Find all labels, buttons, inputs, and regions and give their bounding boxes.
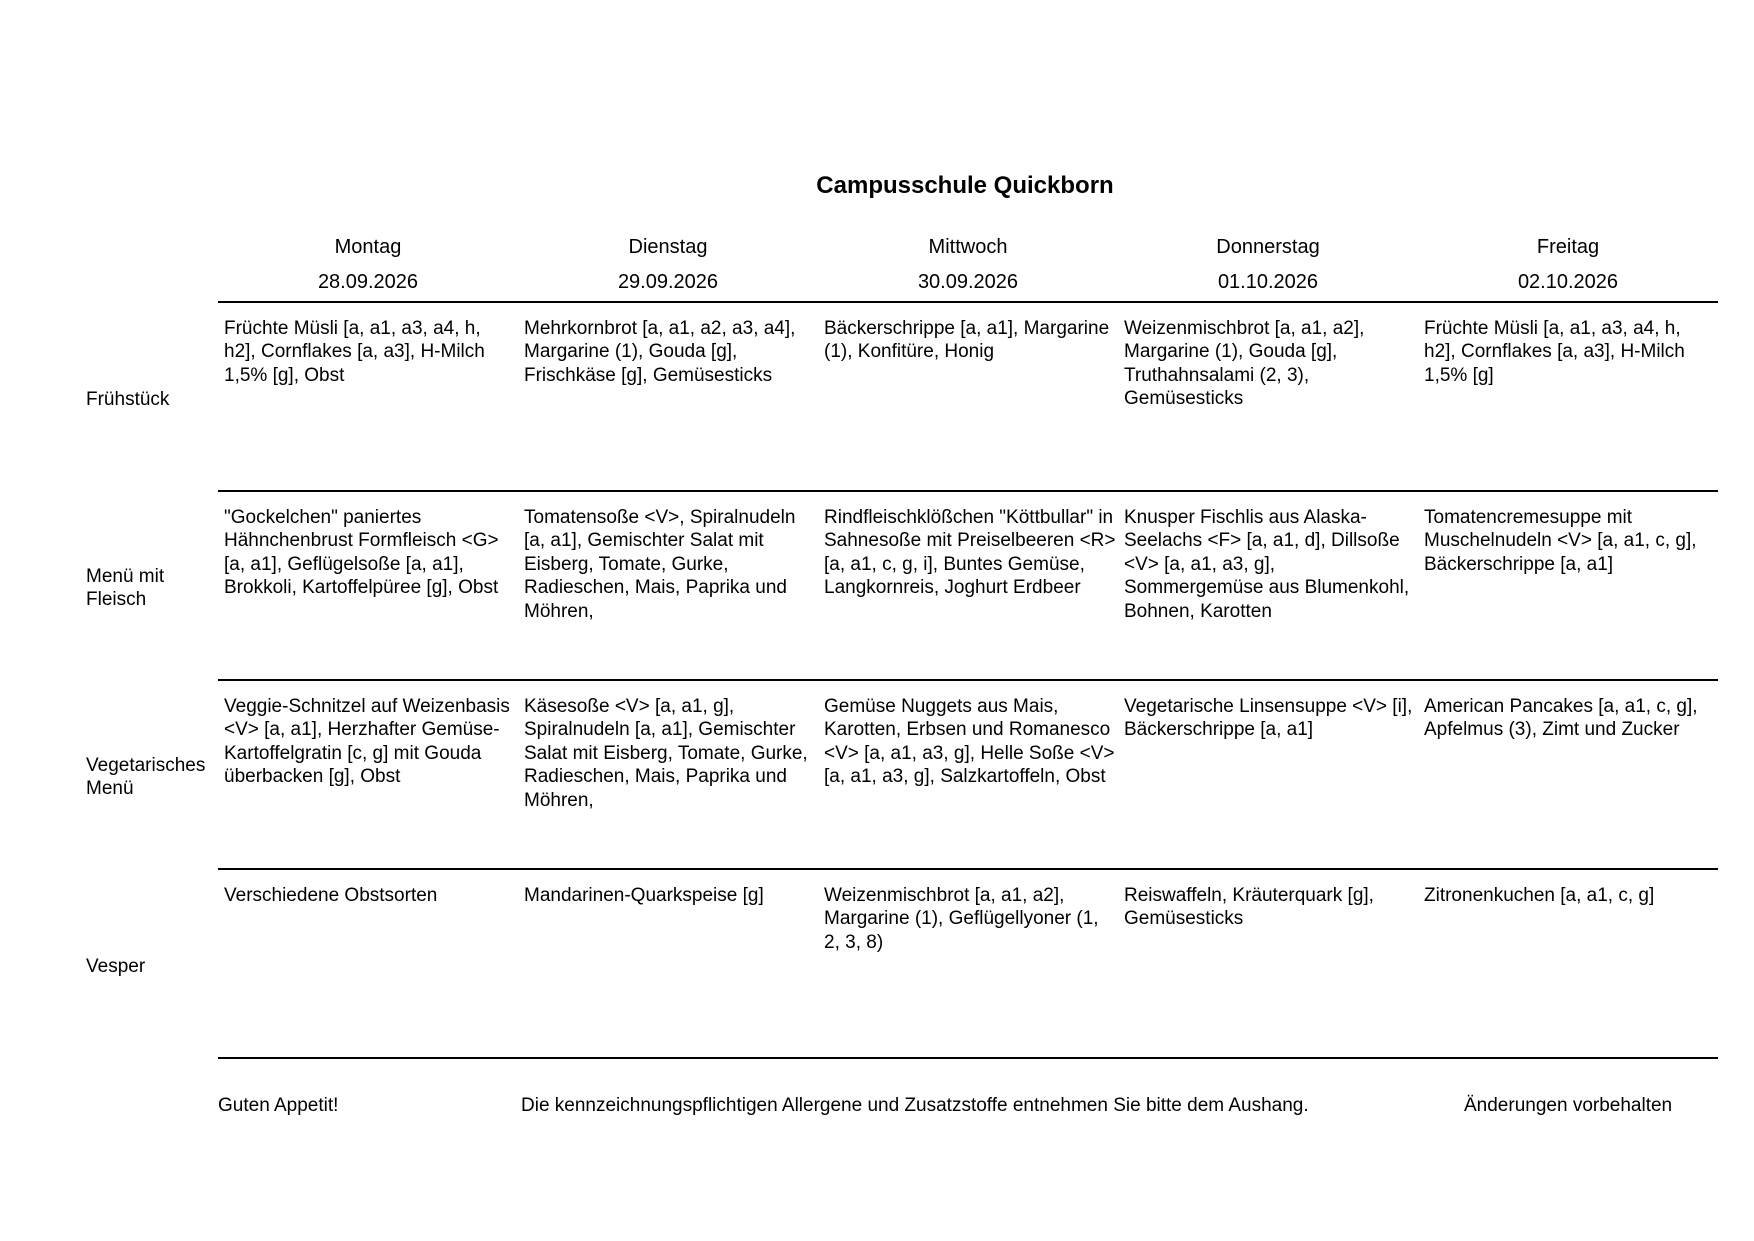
menu-cell-vegetarisch-dienstag: Käsesoße <V> [a, a1, g], Spiralnudeln [a, a1], Gemischter Salat mit Eisberg, Tomate, Gurke, Radieschen, Mais, Paprika und Möhren, xyxy=(524,696,808,811)
day-date: 30.09.2026 xyxy=(917,271,1019,293)
menu-cell-vegetarisch-donnerstag: Vegetarische Linsensuppe <V> [i], Bäckerschrippe [a, a1] xyxy=(1124,696,1413,741)
day-name: Freitag xyxy=(1536,236,1600,258)
row-label-fruehstueck: Frühstück xyxy=(86,389,170,410)
row-divider xyxy=(218,490,1718,492)
day-date: 01.10.2026 xyxy=(1217,271,1319,293)
day-header-friday xyxy=(1418,230,1718,300)
day-header-thursday xyxy=(1118,230,1418,300)
day-date: 28.09.2026 xyxy=(317,271,419,293)
menu-cell-vesper-donnerstag: Reiswaffeln, Kräuterquark [g], Gemüsesticks xyxy=(1124,885,1374,930)
menu-cell-vesper-mittwoch: Weizenmischbrot [a, a1, a2], Margarine (1), Geflügellyoner (1, 2, 3, 8) xyxy=(824,885,1099,953)
menu-cell-fleisch-montag: "Gockelchen" paniertes Hähnchenbrust Formfleisch <G> [a, a1], Geflügelsoße [a, a1], Brokkoli, Kartoffelpüree [g], Obst xyxy=(224,507,499,599)
day-name: Mittwoch xyxy=(928,236,1008,258)
menu-cell-fruehstueck-dienstag: Mehrkornbrot [a, a1, a2, a3, a4], Margarine (1), Gouda [g], Frischkäse [g], Gemüsesticks xyxy=(524,318,796,386)
footer-allergen-note: Die kennzeichnungspflichtigen Allergene und Zusatzstoffe entnehmen Sie bitte dem Aushang. xyxy=(521,1095,1309,1116)
row-divider xyxy=(218,301,1718,303)
row-divider xyxy=(218,679,1718,681)
menu-cell-fruehstueck-mittwoch: Bäckerschrippe [a, a1], Margarine (1), Konfitüre, Honig xyxy=(824,318,1110,363)
row-divider xyxy=(218,868,1718,870)
menu-cell-fruehstueck-donnerstag: Weizenmischbrot [a, a1, a2], Margarine (1), Gouda [g], Truthahnsalami (2, 3), Gemüsesticks xyxy=(1124,318,1365,410)
menu-cell-fleisch-mittwoch: Rindfleischklößchen "Köttbullar" in Sahnesoße mit Preiselbeeren <R> [a, a1, c, g, i], Buntes Gemüse, Langkornreis, Joghurt Erdbeer xyxy=(824,507,1116,599)
footer-greeting: Guten Appetit! xyxy=(218,1095,339,1116)
menu-cell-vegetarisch-freitag: American Pancakes [a, a1, c, g], Apfelmus (3), Zimt und Zucker xyxy=(1424,696,1698,741)
row-label-vesper: Vesper xyxy=(86,956,146,977)
day-name: Montag xyxy=(334,236,402,258)
day-name: Dienstag xyxy=(628,236,708,258)
day-name: Donnerstag xyxy=(1216,236,1320,258)
table-bottom-divider xyxy=(218,1057,1718,1059)
day-header-monday xyxy=(218,230,518,300)
day-date: 29.09.2026 xyxy=(617,271,719,293)
menu-cell-fleisch-donnerstag: Knusper Fischlis aus Alaska-Seelachs <F> [a, a1, d], Dillsoße <V> [a, a1, a3, g], Sommergemüse aus Blumenkohl, Bohnen, Karotten xyxy=(1124,507,1410,622)
menu-cell-vegetarisch-mittwoch: Gemüse Nuggets aus Mais, Karotten, Erbsen und Romanesco <V> [a, a1, a3, g], Helle Soße <V> [a, a1, a3, g], Salzkartoffeln, Obst xyxy=(824,696,1115,788)
menu-cell-vesper-freitag: Zitronenkuchen [a, a1, c, g] xyxy=(1424,885,1655,906)
menu-cell-fruehstueck-montag: Früchte Müsli [a, a1, a3, a4, h, h2], Cornflakes [a, a3], H-Milch 1,5% [g], Obst xyxy=(224,318,485,386)
day-date: 02.10.2026 xyxy=(1517,271,1619,293)
day-header-tuesday xyxy=(518,230,818,300)
row-label-menue-mit-fleisch: Menü mit Fleisch xyxy=(86,566,165,610)
menu-cell-vesper-montag: Verschiedene Obstsorten xyxy=(224,885,438,906)
day-header-wednesday xyxy=(818,230,1118,300)
footer-changes-note: Änderungen vorbehalten xyxy=(1464,1095,1673,1116)
menu-cell-vesper-dienstag: Mandarinen-Quarkspeise [g] xyxy=(524,885,764,906)
menu-cell-fleisch-dienstag: Tomatensoße <V>, Spiralnudeln [a, a1], Gemischter Salat mit Eisberg, Tomate, Gurke, Radieschen, Mais, Paprika und Möhren, xyxy=(524,507,796,622)
row-label-vegetarisches-menue: Vegetarisches Menü xyxy=(86,755,206,799)
menu-cell-fleisch-freitag: Tomatencremesuppe mit Muschelnudeln <V> [a, a1, c, g], Bäckerschrippe [a, a1] xyxy=(1424,507,1697,575)
menu-cell-fruehstueck-freitag: Früchte Müsli [a, a1, a3, a4, h, h2], Cornflakes [a, a3], H-Milch 1,5% [g] xyxy=(1424,318,1685,386)
menu-cell-vegetarisch-montag: Veggie-Schnitzel auf Weizenbasis <V> [a, a1], Herzhafter Gemüse-Kartoffelgratin [c, g] mit Gouda überbacken [g], Obst xyxy=(224,696,510,788)
page-title: Campusschule Quickborn xyxy=(816,172,1114,199)
